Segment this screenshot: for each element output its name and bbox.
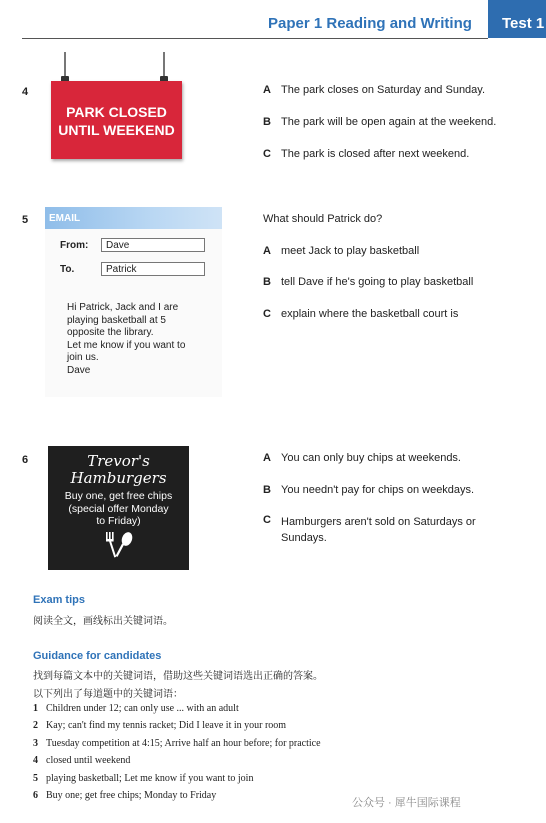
email-line: Dave: [67, 364, 91, 376]
item-number: 4: [33, 755, 38, 766]
item-text: playing basketball; Let me know if you want to join: [46, 773, 254, 784]
offer-line: (special offer Monday: [68, 502, 169, 515]
item-text: Tuesday competition at 4:15; Arrive half an hour before; for practice: [46, 738, 321, 749]
q6-option-c: [263, 514, 499, 546]
offer-line: to Friday): [96, 515, 141, 527]
q6-option-a: [263, 452, 461, 464]
wechat-watermark: 公众号 · 犀牛国际课程: [352, 797, 461, 809]
question-number-5: 5: [22, 214, 29, 226]
q4-option-b: [263, 116, 496, 128]
option-letter: B: [263, 276, 271, 288]
item-number: 2: [33, 720, 38, 731]
guidance-item: [33, 773, 253, 784]
option-text: The park is closed after next weekend.: [281, 148, 470, 160]
option-letter: A: [263, 84, 271, 96]
guidance-item: [33, 720, 286, 731]
header-divider: [22, 38, 488, 39]
guidance-item: [33, 790, 216, 801]
option-letter: B: [263, 116, 271, 128]
question-number-6: 6: [22, 454, 29, 466]
item-number: 1: [33, 703, 38, 714]
item-text: Kay; can't find my tennis racket; Did I leave it in your room: [46, 720, 287, 731]
email-header: EMAIL: [45, 207, 222, 229]
to-field: Patrick: [101, 262, 205, 276]
item-number: 5: [33, 773, 38, 784]
q4-option-c: [263, 148, 469, 160]
exam-tips-heading: Exam tips: [33, 594, 85, 606]
sign-line-2: UNTIL WEEKEND: [58, 122, 175, 138]
test-tab: Test 1: [488, 0, 546, 38]
sign-line-1: PARK CLOSED: [66, 104, 167, 120]
email-line: opposite the library.: [67, 327, 154, 338]
option-letter: C: [263, 148, 271, 160]
option-text: meet Jack to play basketball: [281, 245, 420, 257]
guidance-list-intro: 以下列出了每道题中的关键词语：: [33, 689, 183, 700]
fork-spoon-icon: [99, 530, 139, 560]
email-line: Let me know if you want to: [67, 339, 186, 351]
email-line: Hi Patrick, Jack and I are: [67, 302, 179, 313]
option-text: You needn't pay for chips on weekdays.: [281, 484, 475, 496]
email-line: playing basketball at 5: [67, 314, 166, 326]
park-closed-sign: [51, 81, 182, 159]
from-label: From:: [60, 240, 89, 251]
guidance-heading: Guidance for candidates: [33, 650, 162, 662]
from-field: Dave: [101, 238, 205, 252]
option-text: explain where the basketball court is: [281, 308, 459, 320]
q5-option-b: [263, 276, 473, 288]
item-number: 3: [33, 738, 38, 749]
option-text: You can only buy chips at weekends.: [281, 452, 461, 464]
q5-option-c: [263, 308, 458, 320]
option-text: The park will be open again at the weekend.: [281, 116, 497, 128]
option-letter: A: [263, 452, 271, 464]
page-header-title: Paper 1 Reading and Writing: [268, 15, 472, 32]
q5-option-a: [263, 245, 419, 257]
option-letter: B: [263, 484, 271, 496]
question-number-4: 4: [22, 86, 29, 98]
offer-text: [48, 490, 189, 528]
exam-tips-text: 阅读全文，画线标出关键词语。: [33, 616, 173, 627]
option-letter: A: [263, 245, 271, 257]
guidance-item: [33, 755, 130, 766]
q4-option-a: [263, 84, 485, 96]
guidance-intro: 找到每篇文本中的关键词语，借助这些关键词语选出正确的答案。: [33, 671, 323, 682]
option-text: tell Dave if he's going to play basketball: [281, 276, 474, 288]
email-line: join us.: [67, 352, 99, 363]
q6-option-b: [263, 484, 474, 496]
item-number: 6: [33, 790, 38, 801]
guidance-item: [33, 738, 321, 749]
option-text: The park closes on Saturday and Sunday.: [281, 84, 486, 96]
to-label: To.: [60, 264, 75, 275]
q5-question: What should Patrick do?: [263, 213, 383, 225]
offer-line: Buy one, get free chips: [64, 490, 173, 502]
option-letter: C: [263, 308, 271, 320]
item-text: closed until weekend: [46, 755, 131, 766]
option-text: Hamburgers aren't sold on Saturdays or Sundays.: [281, 516, 476, 544]
item-text: Children under 12; can only use ... with an adult: [46, 703, 239, 714]
guidance-item: [33, 703, 239, 714]
email-message: [67, 302, 217, 377]
option-letter: C: [263, 514, 271, 526]
item-text: Buy one; get free chips; Monday to Friday: [46, 790, 217, 801]
hamburger-sign: [48, 446, 189, 570]
restaurant-name-1: Trevor's: [87, 452, 150, 470]
restaurant-name-2: Hamburgers: [70, 469, 167, 487]
